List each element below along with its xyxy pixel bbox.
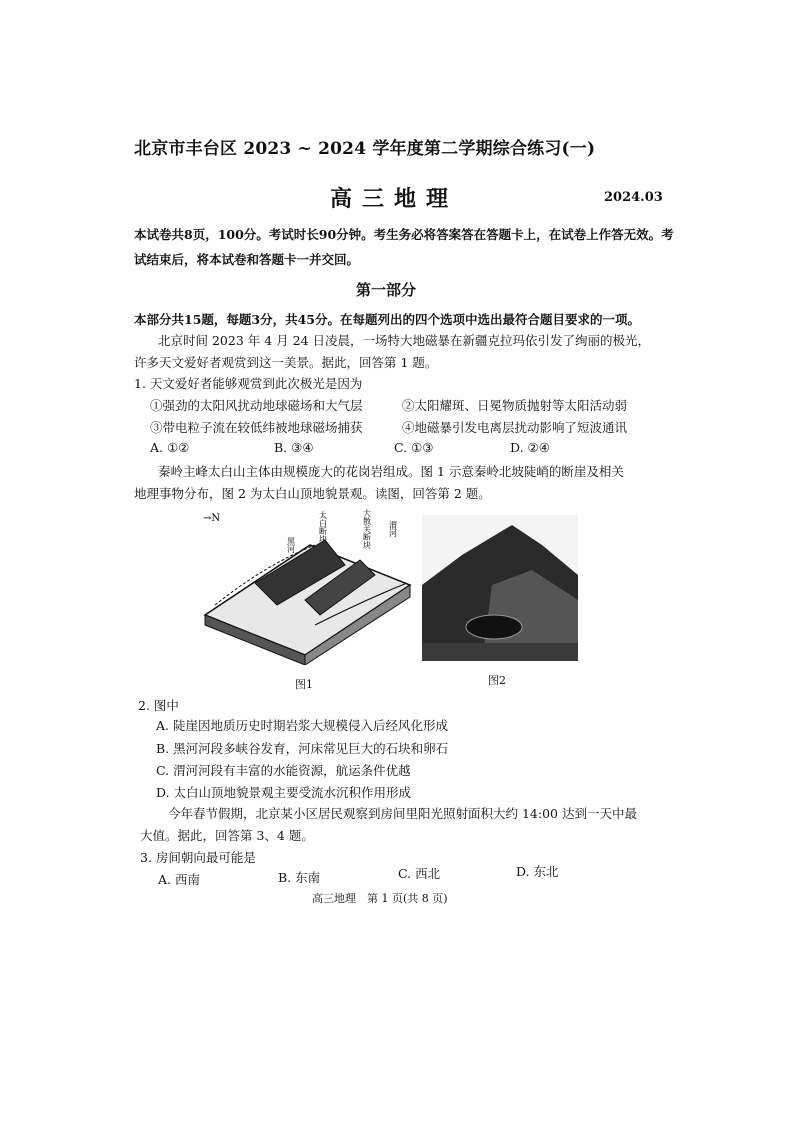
part-intro: 本部分共15题，每题3分，共45分。在每题列出的四个选项中选出最符合题目要求的一项。 — [134, 312, 640, 327]
passage2-line2: 地理事物分布，图 2 为太白山顶地貌景观。读图，回答第 2 题。 — [134, 486, 491, 501]
q1-option-a: A. ①② — [150, 440, 190, 455]
q3-stem: 3. 房间朝向最可能是 — [140, 850, 256, 865]
q1-item-3: ③带电粒子流在较低纬被地球磁场捕获 — [150, 420, 363, 435]
q1-stem: 1. 天文爱好者能够观赏到此次极光是因为 — [134, 376, 363, 391]
q1-option-b: B. ③④ — [274, 440, 314, 455]
instructions: 本试卷共8页，100分。考试时长90分钟。考生务必将答案答在答题卡上，在试卷上作答无效。考试结束后，将本试卷和答题卡一并交回。 — [134, 227, 674, 267]
label-dasanguan: 大散关断块 — [362, 509, 372, 549]
q3-option-d: D. 东北 — [516, 864, 559, 879]
q1-item-2: ②太阳耀斑、日冕物质抛射等太阳活动弱 — [402, 398, 628, 413]
q2-option-d: D. 太白山顶地貌景观主要受流水沉积作用形成 — [156, 785, 412, 800]
photo-lake — [466, 615, 522, 639]
north-arrow-label: →N — [203, 513, 221, 524]
q3-option-a: A. 西南 — [158, 872, 200, 887]
q1-item-4: ④地磁暴引发电离层扰动影响了短波通讯 — [402, 420, 628, 435]
q2-option-b: B. 黑河河段多峡谷发育，河床常见巨大的石块和卵石 — [156, 741, 449, 756]
q2-option-c: C. 渭河河段有丰富的水能资源，航运条件优越 — [156, 763, 411, 778]
part-title: 第一部分 — [356, 281, 417, 299]
passage1-line2: 许多天文爱好者观赏到这一美景。据此，回答第 1 题。 — [134, 355, 438, 370]
passage2-line1: 秦岭主峰太白山主体由规模庞大的花岗岩组成。图 1 示意秦岭北坡陡峭的断崖及相关 — [158, 464, 624, 479]
passage1-line1: 北京时间 2023 年 4 月 24 日凌晨，一场特大地磁暴在新疆克拉玛依引发了绚丽的极光， — [158, 333, 651, 348]
label-taibai: 太白断块 — [318, 511, 328, 543]
q1-option-c: C. ①③ — [394, 440, 434, 455]
q2-option-a: A. 陡崖因地质历史时期岩浆大规模侵入后经风化形成 — [156, 718, 448, 733]
passage3-line2: 大值。据此，回答第 3、4 题。 — [140, 828, 314, 843]
label-heihe: 黑河 — [286, 537, 296, 553]
exam-title: 北京市丰台区 2023 ~ 2024 学年度第二学期综合练习(一) — [134, 139, 596, 159]
page-footer: 高三地理 第 1 页(共 8 页) — [312, 892, 448, 905]
figure2-caption: 图2 — [488, 674, 506, 687]
q2-stem: 2. 图中 — [138, 698, 179, 713]
passage3-line1: 今年春节假期，北京某小区居民观察到房间里阳光照射面积大约 14:00 达到一天中最 — [168, 806, 637, 821]
figure1-block-diagram — [195, 505, 420, 665]
q1-option-d: D. ②④ — [510, 440, 550, 455]
exam-date: 2024.03 — [604, 190, 663, 205]
q3-option-b: B. 东南 — [278, 870, 321, 885]
figure2-photo — [422, 515, 578, 661]
subject-title: 高三地理 — [330, 186, 459, 212]
figure1-caption: 图1 — [295, 678, 313, 691]
q1-item-1: ①强劲的太阳风扰动地球磁场和大气层 — [150, 398, 363, 413]
label-weihe: 渭河 — [388, 521, 398, 537]
q3-option-c: C. 西北 — [398, 866, 441, 881]
photo-foreground — [422, 643, 578, 661]
